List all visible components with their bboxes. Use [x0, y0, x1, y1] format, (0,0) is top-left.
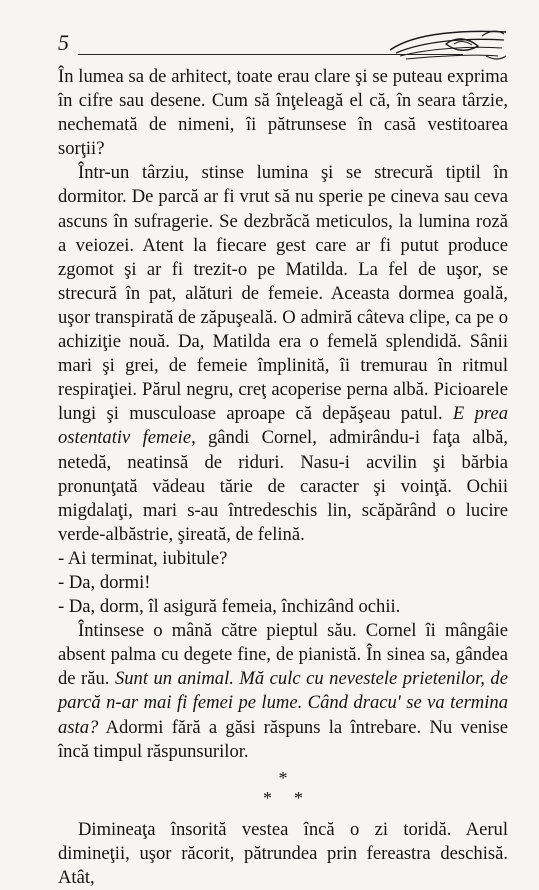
separator-star: *	[278, 767, 288, 788]
paragraph	[58, 619, 508, 764]
section-separator	[58, 768, 508, 808]
ornament-flourish-icon	[386, 26, 510, 66]
page-number: 5	[58, 30, 69, 55]
page-body	[58, 65, 508, 890]
dialogue-line: - Da, dormi!	[58, 571, 151, 593]
separator-star: *	[263, 787, 272, 808]
dialogue-line: - Da, dorm, îl asigură femeia, închizând ochii.	[58, 596, 401, 618]
paragraph	[58, 161, 508, 547]
paragraph-text: Într-un târziu, stinse lumina şi se strecură tiptil în dormitor. De parcă ar fi vrut să nu sperie pe cineva sau ceva ascuns în sufragerie. Se dezbrăcă meticulos, la lumina roză a veiozei. Atent la fiecare gest care ar fi putut produce zgomot şi ar fi trezit-o pe Matilda. La fel de uşor, se strecură în pat, alături de femeie. Aceasta dormea goală, uşor transpirată de zăpuşeală. O admiră câteva clipe, ca pe o achiziţie nouă. Da, Matilda era o femelă splendidă. Sânii mari şi grei, de femeie împlinită, îi tremurau în ritmul respiraţiei. Părul negru, creţ acoperise perna albă. Picioarele lungi şi musculoase aproape că depăşeau patul.	[58, 162, 508, 425]
italic-thought: E prea ostentativ femeie	[58, 403, 508, 449]
paragraph: Dimineaţa însorită vestea încă o zi toridă. Aerul dimineţii, uşor răcorit, pătrundea prin fereastra deschisă. Atât,	[58, 818, 508, 888]
italic-thought: Sunt un animal. Mă culc cu nevestele prietenilor, de parcă n-ar mai fi femei pe lume. Când dracu' se va termina asta?	[58, 668, 508, 738]
separator-star: *	[294, 787, 303, 808]
page-header	[0, 0, 539, 70]
paragraph-text: Întinsese o mână către pieptul său. Cornel îi mângâie absent palma cu degete fine, de pianistă. În sinea sa, gândea de rău.	[58, 620, 508, 690]
paragraph: În lumea sa de arhitect, toate erau clare şi se puteau exprima în cifre sau desene. Cum să înţeleagă el că, în seara târzie, nechemată de nimeni, îi pătrunsese în casă vestitoarea sorţii?	[58, 66, 508, 160]
paragraph-text: , gândi Cornel, admirându-i faţa albă, netedă, neatinsă de riduri. Nasu-i acvilin şi bărbia pronunţată vădeau tărie de caracter şi voinţă. Ochii migdalaţi, mari s-au întredeschis lin, scăpărând o lucire verde-albăstrie, şireată, de felină.	[58, 427, 508, 545]
paragraph-text: Adormi fără a găsi răspuns la întrebare. Nu venise încă timpul răspunsurilor.	[58, 716, 508, 762]
dialogue-line: - Ai terminat, iubitule?	[58, 547, 228, 569]
